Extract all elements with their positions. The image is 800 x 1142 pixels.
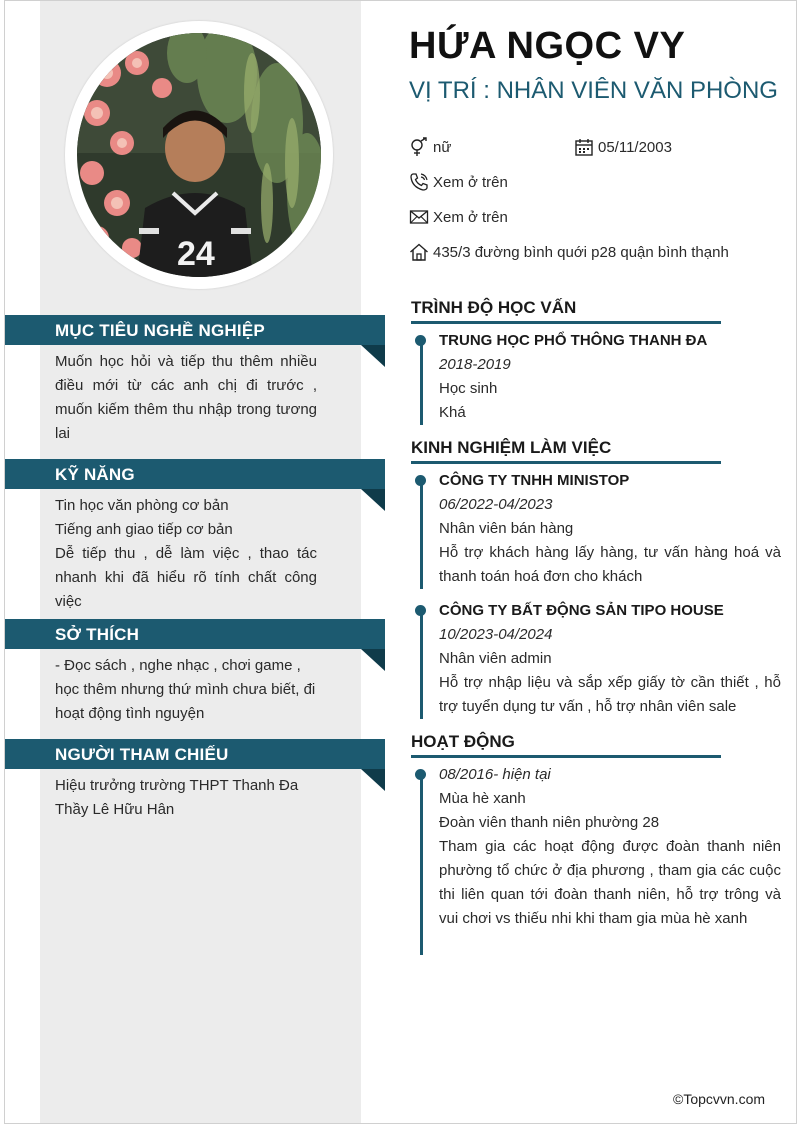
entry-line: Khá	[439, 404, 466, 421]
info-phone	[409, 172, 508, 192]
phone-value: Xem ở trên	[433, 173, 508, 191]
hobbies-text: - Đọc sách , nghe nhạc , chơi game , học thêm nhưng thứ mình chưa biết, đi hoạt động tình nguyện	[55, 657, 316, 722]
entry-date: 2018-2019	[439, 356, 511, 373]
timeline-line	[420, 775, 423, 955]
section-header-skills	[5, 459, 385, 489]
skill-item: Dễ tiếp thu , dễ làm việc , thao tác nhanh khi đã hiểu rõ tính chất công việc	[55, 545, 317, 610]
entry-line: Học sinh	[439, 380, 498, 397]
activity-entry	[415, 763, 781, 955]
entry-title: TRUNG HỌC PHỔ THÔNG THANH ĐA	[439, 332, 708, 349]
reference-item: Thầy Lê Hữu Hân	[55, 801, 175, 818]
header-fold-decoration	[361, 649, 385, 671]
calendar-icon	[574, 137, 594, 157]
svg-text:24: 24	[177, 235, 215, 273]
envelope-icon	[409, 207, 429, 227]
header-fold-decoration	[361, 345, 385, 367]
entry-line: Đoàn viên thanh niên phường 28	[439, 814, 660, 831]
skill-item: Tiếng anh giao tiếp cơ bản	[55, 521, 233, 538]
header-fold-decoration	[361, 489, 385, 511]
section-title: HOẠT ĐỘNG	[411, 732, 515, 751]
email-value: Xem ở trên	[433, 208, 508, 226]
timeline-dot	[415, 335, 426, 346]
candidate-name: HỨA NGỌC VY	[409, 25, 686, 67]
section-title: SỞ THÍCH	[55, 625, 140, 644]
info-address	[409, 242, 729, 262]
section-header-hobbies	[5, 619, 385, 649]
section-header-activities	[411, 731, 721, 758]
entry-role: Nhân viên admin	[439, 650, 552, 667]
header-fold-decoration	[361, 769, 385, 791]
section-header-experience	[411, 437, 721, 464]
avatar	[77, 33, 321, 277]
timeline-dot	[415, 475, 426, 486]
timeline-line	[420, 481, 423, 589]
entry-role: Nhân viên bán hàng	[439, 520, 574, 537]
entry-date: 06/2022-04/2023	[439, 496, 553, 513]
timeline-dot	[415, 769, 426, 780]
section-title: NGƯỜI THAM CHIẾU	[55, 745, 229, 764]
info-birthday	[574, 137, 672, 157]
experience-entry	[415, 469, 781, 589]
objective-text-block	[55, 350, 317, 446]
timeline-dot	[415, 605, 426, 616]
objective-text: Muốn học hỏi và tiếp thu thêm nhiều điều mới từ các anh chị đi trước , muốn kiếm thêm thu nhập trong tương lai	[55, 353, 317, 442]
cv-page	[4, 0, 797, 1124]
section-title: KINH NGHIỆM LÀM VIỆC	[411, 438, 612, 457]
address-value: 435/3 đường bình quới p28 quận bình thạnh	[433, 243, 729, 261]
section-header-references	[5, 739, 385, 769]
section-title: KỸ NĂNG	[55, 465, 135, 484]
section-title: MỤC TIÊU NGHỀ NGHIỆP	[55, 321, 265, 340]
entry-description: Hỗ trợ khách hàng lấy hàng, tư vấn hàng hoá và thanh toán hoá đơn cho khách	[439, 544, 781, 585]
entry-description: Hỗ trợ nhập liệu và sắp xếp giấy tờ cần thiết , hỗ trợ tuyển dụng tư vấn , hỗ trợ nhân viên sale	[439, 674, 781, 715]
entry-date: 10/2023-04/2024	[439, 626, 553, 643]
entry-description: Tham gia các hoạt động được đoàn thanh niên phường tổ chức ở địa phương , tham gia các cuộc thi liên quan tới đoàn thanh niên, hỗ trợ trông và vui chơi vs thiếu nhi khi tham gia mùa hè xanh	[439, 838, 781, 927]
reference-item: Hiệu trưởng trường THPT Thanh Đa	[55, 777, 299, 794]
timeline-line	[420, 341, 423, 425]
entry-line: Mùa hè xanh	[439, 790, 526, 807]
job-position: VỊ TRÍ : NHÂN VIÊN VĂN PHÒNG	[409, 77, 778, 104]
footer-credit: ©Topcvvn.com	[673, 1091, 766, 1107]
section-header-objective	[5, 315, 385, 345]
gender-icon	[409, 137, 429, 157]
home-icon	[409, 242, 429, 262]
info-email	[409, 207, 508, 227]
skill-item: Tin học văn phòng cơ bản	[55, 497, 229, 514]
skills-list	[55, 494, 317, 614]
hobbies-text-block	[55, 654, 317, 726]
avatar-photo	[77, 33, 321, 277]
gender-value: nữ	[433, 138, 452, 156]
info-gender	[409, 137, 451, 157]
phone-icon	[409, 172, 429, 192]
experience-entry	[415, 599, 781, 719]
references-list	[55, 774, 317, 822]
entry-date: 08/2016- hiện tại	[439, 766, 551, 783]
birthday-value: 05/11/2003	[598, 138, 672, 156]
section-title: TRÌNH ĐỘ HỌC VẤN	[411, 298, 577, 317]
entry-title: CÔNG TY TNHH MINISTOP	[439, 472, 630, 489]
entry-title: CÔNG TY BẤT ĐỘNG SẢN TIPO HOUSE	[439, 602, 724, 619]
section-header-education	[411, 297, 721, 324]
education-entry	[415, 329, 781, 425]
timeline-line	[420, 611, 423, 719]
